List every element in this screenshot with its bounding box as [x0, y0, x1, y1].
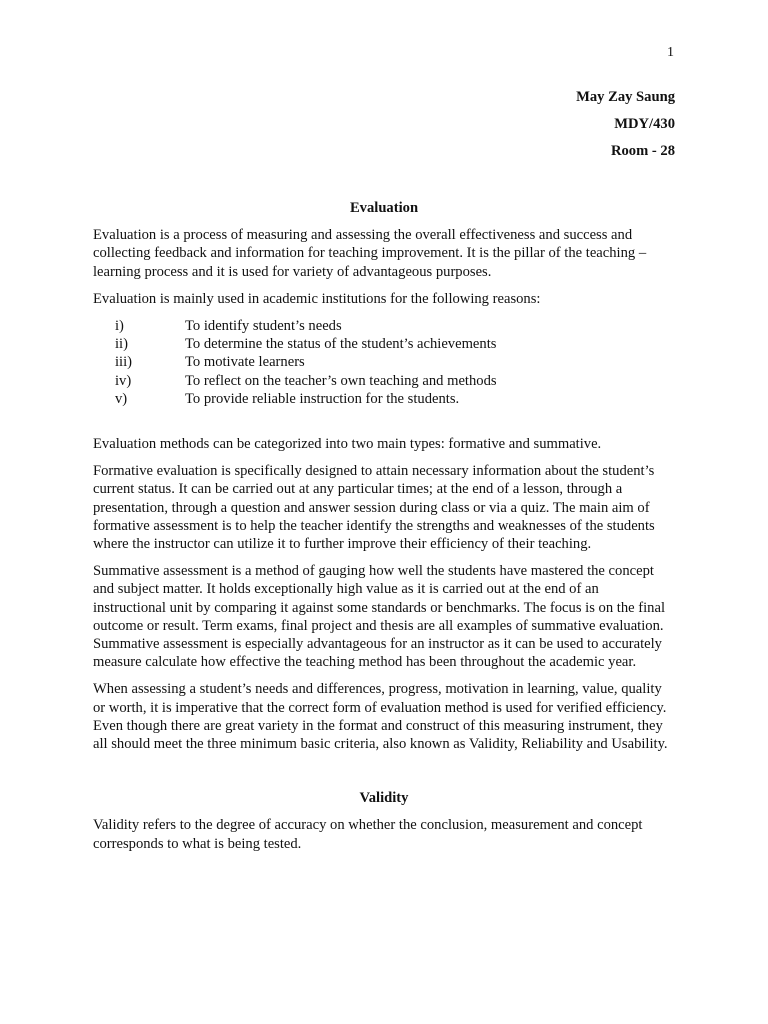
- author-room: Room - 28: [610, 143, 675, 159]
- paragraph-methods-types: Evaluation methods can be categorized into two main types: formative and summative.: [93, 436, 602, 453]
- list-item-number: v): [115, 390, 128, 407]
- paragraph-reasons-intro: Evaluation is mainly used in academic institutions for the following reasons:: [93, 290, 541, 307]
- page-number: 1: [667, 45, 674, 60]
- spacer: [93, 408, 675, 435]
- document-body: [93, 199, 675, 862]
- section-heading-validity: Validity: [359, 790, 409, 807]
- author-block: [576, 88, 675, 169]
- list-item-text: To motivate learners: [185, 354, 305, 371]
- list-item-text: To provide reliable instruction for the students.: [185, 390, 460, 407]
- list-item-text: To identify student’s needs: [185, 318, 342, 335]
- list-item-number: ii): [115, 336, 128, 353]
- paragraph-validity-definition: Validity refers to the degree of accuracy on whether the conclusion, measurement and concept corresponds to what is being tested.: [93, 817, 643, 852]
- list-item: [93, 390, 675, 408]
- reasons-list: [93, 317, 675, 408]
- section-heading-evaluation: Evaluation: [349, 200, 419, 216]
- paragraph-summative: Summative assessment is a method of gauging how well the students have mastered the concept and subject matter. It holds exceptionally high value as it is carried out at the end of an instructional unit by comparing it against some standards or benchmarks. The focus is on the final outcome or result. Term exams, final project and thesis are all examples of summative evaluation. Summative assessment is especially advantageous for an instructor as it can be used to accurately measure calculate how effective the teaching method has been throughout the academic year.: [93, 563, 666, 671]
- author-name: May Zay Saung: [576, 89, 675, 105]
- list-item: [93, 317, 675, 335]
- list-item-number: iv): [115, 372, 132, 389]
- list-item-number: i): [115, 318, 124, 335]
- list-item-text: To reflect on the teacher’s own teaching and methods: [185, 372, 497, 389]
- spacer: [93, 762, 675, 789]
- list-item-text: To determine the status of the student’s achievements: [185, 336, 497, 353]
- list-item: [93, 372, 675, 390]
- list-item-number: iii): [115, 354, 133, 371]
- list-item: [93, 335, 675, 353]
- list-item: [93, 353, 675, 371]
- author-id: MDY/430: [614, 116, 675, 132]
- paragraph-formative: Formative evaluation is specifically designed to attain necessary information about the student’s current status. It can be carried out at any particular times; at the end of a lesson, through a presentation, through a question and answer session during class or via a quiz. The main aim of formative assessment is to help the teacher identify the strengths and weaknesses of the students where the instructor can utilize it to further improve their efficiency of their teaching.: [93, 463, 655, 553]
- paragraph-evaluation-definition: Evaluation is a process of measuring and assessing the overall effectiveness and success and collecting feedback and information for teaching improvement. It is the pillar of the teaching – learning process and it is used for variety of advantageous purposes.: [93, 227, 647, 280]
- paragraph-criteria: When assessing a student’s needs and differences, progress, motivation in learning, value, quality or worth, it is imperative that the correct form of evaluation method is used for verified efficiency. Even though there are great variety in the format and construct of this measuring instrument, they all should meet the three minimum basic criteria, also known as Validity, Reliability and Usability.: [93, 681, 668, 753]
